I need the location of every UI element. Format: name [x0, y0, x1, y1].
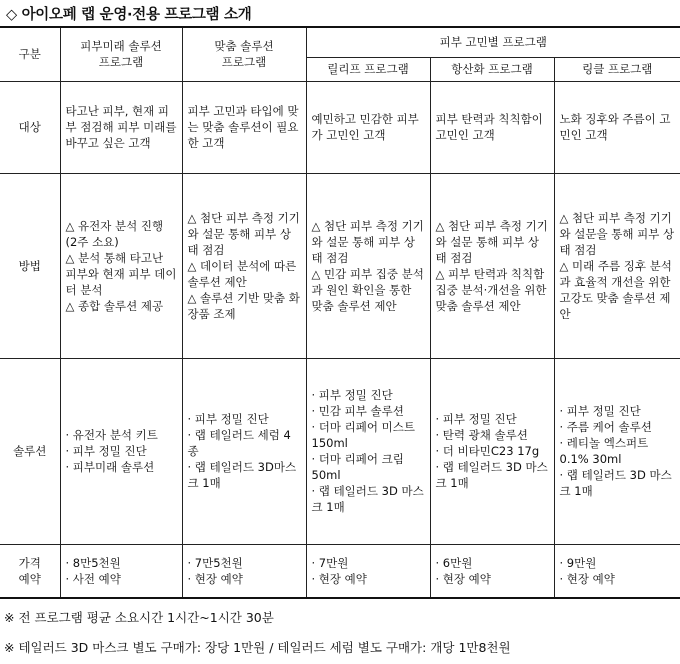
cell: [306, 81, 430, 173]
header-wrinkle-program: 링클 프로그램: [554, 57, 680, 81]
cell: [306, 173, 430, 358]
cell: [430, 358, 554, 544]
cell: [430, 545, 554, 598]
cell-line: · 랩 테일러드 3D 마스크 1매: [559, 468, 672, 499]
cell-line: · 피부 정밀 진단: [65, 444, 147, 459]
cell: [430, 173, 554, 358]
row-method: [0, 173, 680, 358]
cell-line: · 현장 예약: [435, 572, 491, 587]
row-target: [0, 81, 680, 173]
cell: [60, 81, 182, 173]
cell-line: · 피부미래 솔루션: [65, 460, 155, 475]
header-custom-program: 맞춤 솔루션 프로그램: [182, 27, 306, 81]
cell-line: △ 첨단 피부 측정 기기와 설문 통해 피부 상태 점검: [435, 218, 548, 265]
cell-line: · 6만원: [435, 556, 473, 571]
cell: [306, 545, 430, 598]
row-label: 대상: [0, 81, 60, 173]
cell-line: · 더 비타민C23 17g: [435, 444, 540, 459]
page-title: ◇ 아이오페 랩 운영·전용 프로그램 소개: [6, 7, 252, 23]
cell-line: △ 첨단 피부 측정 기기와 설문 통해 피부 상태 점검: [187, 210, 300, 257]
header-category: 구분: [0, 27, 60, 81]
header-relief-program: 릴리프 프로그램: [306, 57, 430, 81]
cell: [554, 81, 680, 173]
cell-line: △ 피부 탄력과 칙칙함 집중 분석·개선을 위한 맞춤 솔루션 제안: [435, 266, 547, 313]
cell: [554, 545, 680, 598]
cell-line: · 랩 테일러드 3D 마스크 1매: [435, 460, 548, 491]
cell-line: 예민하고 민감한 피부가 고민인 고객: [311, 112, 419, 143]
row-label: 방법: [0, 173, 60, 358]
header-antioxidant-program: 항산화 프로그램: [430, 57, 554, 81]
cell-line: · 현장 예약: [311, 572, 367, 587]
cell-line: · 7만원: [311, 556, 349, 571]
cell: [60, 545, 182, 598]
cell-line: △ 종합 솔루션 제공: [65, 298, 164, 313]
cell-line: · 현장 예약: [559, 572, 615, 587]
cell: [554, 358, 680, 544]
cell-line: · 현장 예약: [187, 572, 243, 587]
cell-line: · 사전 예약: [65, 572, 121, 587]
cell-line: 노화 징후와 주름이 고민인 고객: [559, 112, 671, 143]
cell: [60, 173, 182, 358]
cell: [182, 81, 306, 173]
cell-line: · 피부 정밀 진단: [559, 404, 641, 419]
note-extra-purchase: ※ 테일러드 3D 마스크 별도 구매가: 장당 1만원 / 테일러드 세럼 별도 구매가: 개당 1만8천원: [4, 640, 511, 655]
header-skin-future-program: 피부미래 솔루션 프로그램: [60, 27, 182, 81]
cell-line: △ 데이터 분석에 따른 솔루션 제안: [187, 258, 297, 289]
cell: [306, 358, 430, 544]
cell-line: 타고난 피부, 현재 피부 점검해 피부 미래를 바꾸고 싶은 고객: [65, 104, 177, 151]
cell-line: · 피부 정밀 진단: [187, 412, 269, 427]
cell-line: · 레티놀 엑스퍼트0.1% 30ml: [559, 436, 649, 467]
cell: [60, 358, 182, 544]
cell-line: △ 민감 피부 집중 분석과 원인 확인을 통한 맞춤 솔루션 제안: [311, 266, 424, 313]
header-concern-group: 피부 고민별 프로그램: [306, 27, 680, 57]
cell-line: · 랩 테일러드 3D마스크 1매: [187, 460, 297, 491]
cell-line: △ 첨단 피부 측정 기기와 설문을 통해 피부 상태 점검: [559, 210, 675, 257]
cell: [182, 545, 306, 598]
cell: [182, 358, 306, 544]
cell-line: · 더마 리페어 미스트 150ml: [311, 420, 415, 451]
cell-line: △ 분석 통해 타고난 피부와 현재 피부 데이터 분석: [65, 250, 177, 297]
cell-line: · 유전자 분석 키트: [65, 428, 158, 443]
cell-line: · 주름 케어 솔루션: [559, 420, 652, 435]
program-table: [0, 26, 680, 599]
cell: [182, 173, 306, 358]
cell-line: · 탄력 광채 솔루션: [435, 428, 528, 443]
row-label: 솔루션: [0, 358, 60, 544]
cell-line: 피부 탄력과 칙칙함이 고민인 고객: [435, 112, 543, 143]
cell-line: · 7만5천원: [187, 556, 243, 571]
row-solution: [0, 358, 680, 544]
cell-line: · 피부 정밀 진단: [435, 412, 517, 427]
cell-line: · 피부 정밀 진단: [311, 388, 393, 403]
row-label: 가격 예약: [0, 545, 60, 598]
cell-line: · 9만원: [559, 556, 597, 571]
cell-line: △ 유전자 분석 진행 (2주 소요): [65, 218, 164, 249]
cell-line: △ 첨단 피부 측정 기기와 설문 통해 피부 상태 점검: [311, 218, 424, 265]
cell-line: △ 미래 주름 징후 분석과 효율적 개선을 위한 고강도 맞춤 솔루션 제안: [559, 258, 672, 321]
cell-line: · 민감 피부 솔루션: [311, 404, 404, 419]
note-duration: ※ 전 프로그램 평균 소요시간 1시간~1시간 30분: [4, 610, 274, 625]
cell: [430, 81, 554, 173]
cell-line: · 8만5천원: [65, 556, 121, 571]
cell-line: · 더마 리페어 크림 50ml: [311, 452, 404, 483]
cell-line: 피부 고민과 타입에 맞는 맞춤 솔루션이 필요한 고객: [187, 104, 299, 151]
cell-line: △ 솔루션 기반 맞춤 화장품 조제: [187, 290, 300, 321]
cell-line: · 랩 테일러드 세럼 4종: [187, 428, 291, 459]
cell-line: · 랩 테일러드 3D 마스크 1매: [311, 484, 424, 515]
cell: [554, 173, 680, 358]
table-header-row: [0, 27, 680, 57]
row-price-booking: [0, 545, 680, 598]
